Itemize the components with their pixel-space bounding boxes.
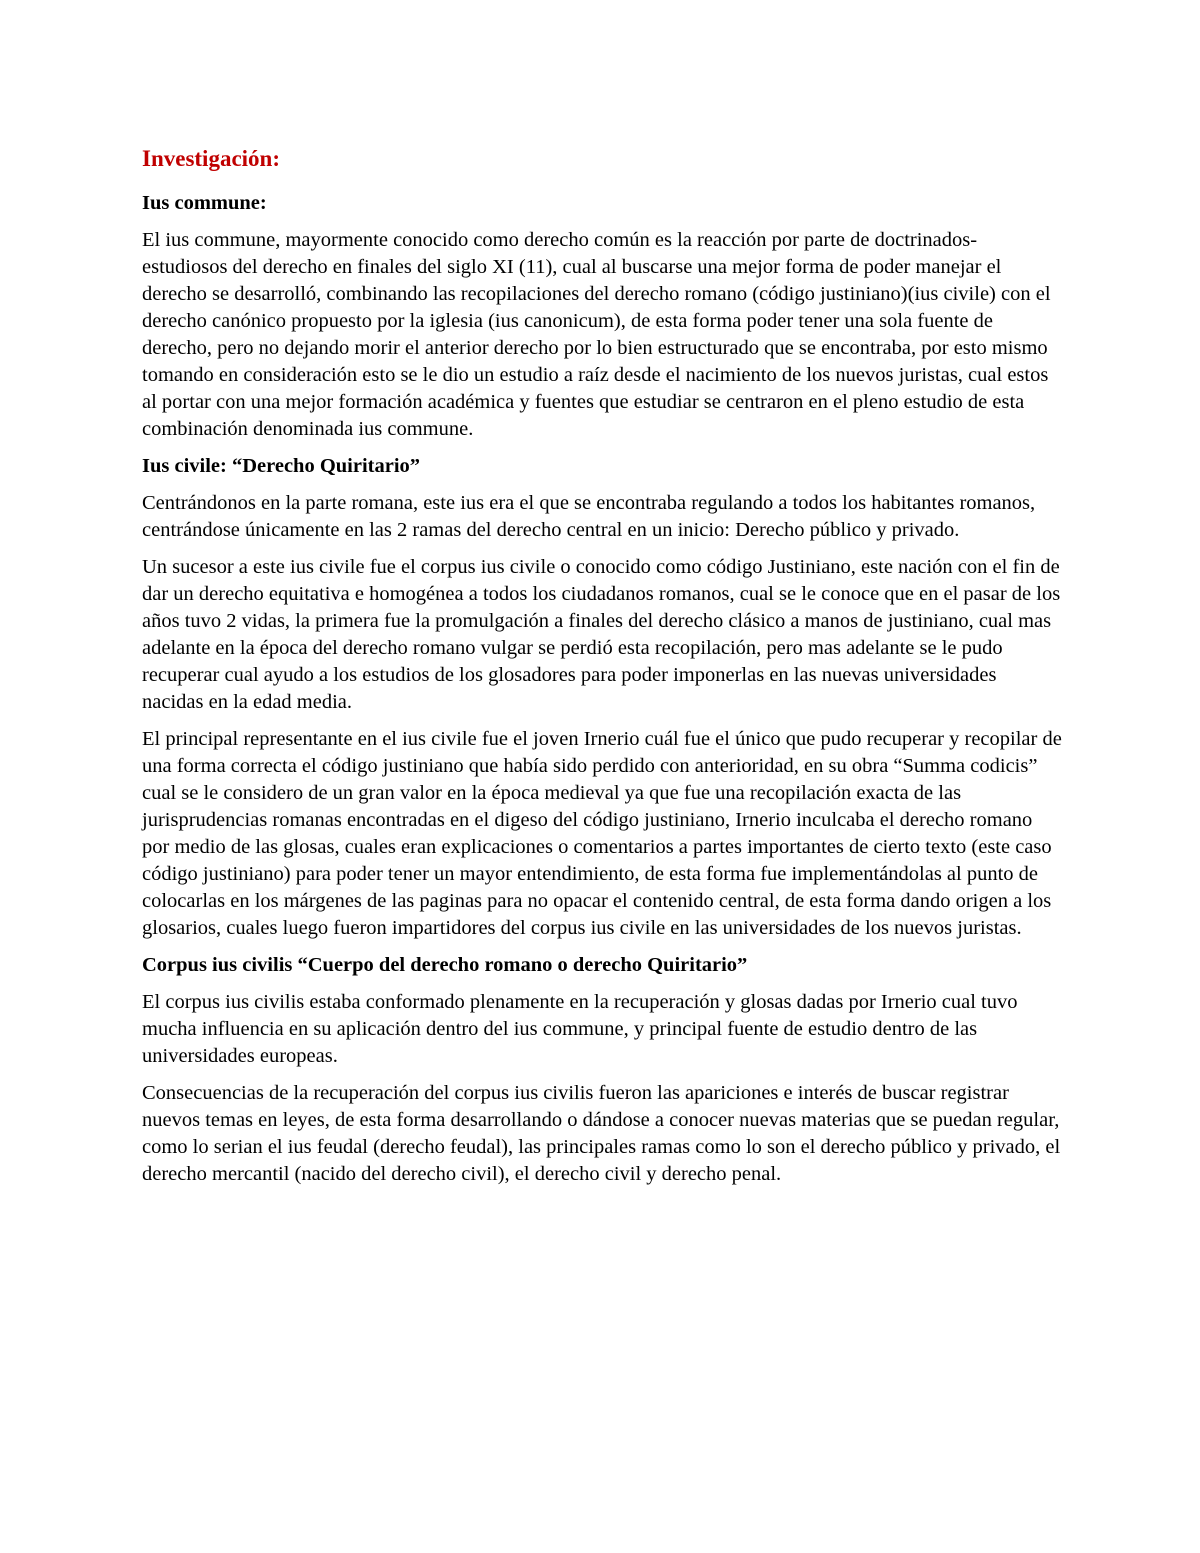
paragraph: El principal representante en el ius civile fue el joven Irnerio cuál fue el único que pudo recuperar y recopilar de una forma correcta el código justiniano que había sido perdido con anterioridad, en su obra “Summa codicis” cual se le considero de un gran valor en la época medieval ya que fue una recopilación exacta de las jurisprudencias romanas encontradas en el digeso del código justiniano, Irnerio inculcaba el derecho romano por medio de las glosas, cuales eran explicaciones o comentarios a partes importantes de cierto texto (este caso código justiniano) para poder tener un mayor entendimiento, de esta forma fue implementándolas al punto de colocarlas en los márgenes de las paginas para no opacar el contenido central, de esta forma dando origen a los glosarios, cuales luego fueron impartidores del corpus ius civile en las universidades de los nuevos juristas. — [142, 728, 1062, 939]
section-heading-ius-civile: Ius civile: “Derecho Quiritario” — [142, 455, 421, 477]
document-page — [142, 144, 1062, 1198]
document-title: Investigación: — [142, 146, 280, 171]
paragraph: Centrándonos en la parte romana, este ius era el que se encontraba regulando a todos los habitantes romanos, centrándose únicamente en las 2 ramas del derecho central en un inicio: Derecho público y privado. — [142, 492, 1036, 541]
section-heading-corpus-ius-civilis: Corpus ius civilis “Cuerpo del derecho romano o derecho Quiritario” — [142, 954, 748, 976]
paragraph: Consecuencias de la recuperación del corpus ius civilis fueron las apariciones e interés de buscar registrar nuevos temas en leyes, de esta forma desarrollando o dándose a conocer nuevas materias que se puedan regular, como lo serian el ius feudal (derecho feudal), las principales ramas como lo son el derecho público y privado, el derecho mercantil (nacido del derecho civil), el derecho civil y derecho penal. — [142, 1082, 1061, 1185]
paragraph: Un sucesor a este ius civile fue el corpus ius civile o conocido como código Justiniano, este nación con el fin de dar un derecho equitativa e homogénea a todos los ciudadanos romanos, cual se le conoce que en el pasar de los años tuvo 2 vidas, la primera fue la promulgación a finales del derecho clásico a manos de justiniano, cual mas adelante en la época del derecho romano vulgar se perdió esta recopilación, pero mas adelante se le pudo recuperar cual ayudo a los estudios de los glosadores para poder imponerlas en las nuevas universidades nacidas en la edad media. — [142, 556, 1061, 713]
section-heading-ius-commune: Ius commune: — [142, 192, 267, 214]
paragraph: El corpus ius civilis estaba conformado plenamente en la recuperación y glosas dadas por Irnerio cual tuvo mucha influencia en su aplicación dentro del ius commune, y principal fuente de estudio dentro de las universidades europeas. — [142, 991, 1018, 1067]
paragraph: El ius commune, mayormente conocido como derecho común es la reacción por parte de doctrinados-estudiosos del derecho en finales del siglo XI (11), cual al buscarse una mejor forma de poder manejar el derecho se desarrolló, combinando las recopilaciones del derecho romano (código justiniano)(ius civile) con el derecho canónico propuesto por la iglesia (ius canonicum), de esta forma poder tener una sola fuente de derecho, pero no dejando morir el anterior derecho por lo bien estructurado que se encontraba, por esto mismo tomando en consideración esto se le dio un estudio a raíz desde el nacimiento de los nuevos juristas, cual estos al portar con una mejor formación académica y fuentes que estudiar se centraron en el pleno estudio de esta combinación denominada ius commune. — [142, 229, 1051, 440]
